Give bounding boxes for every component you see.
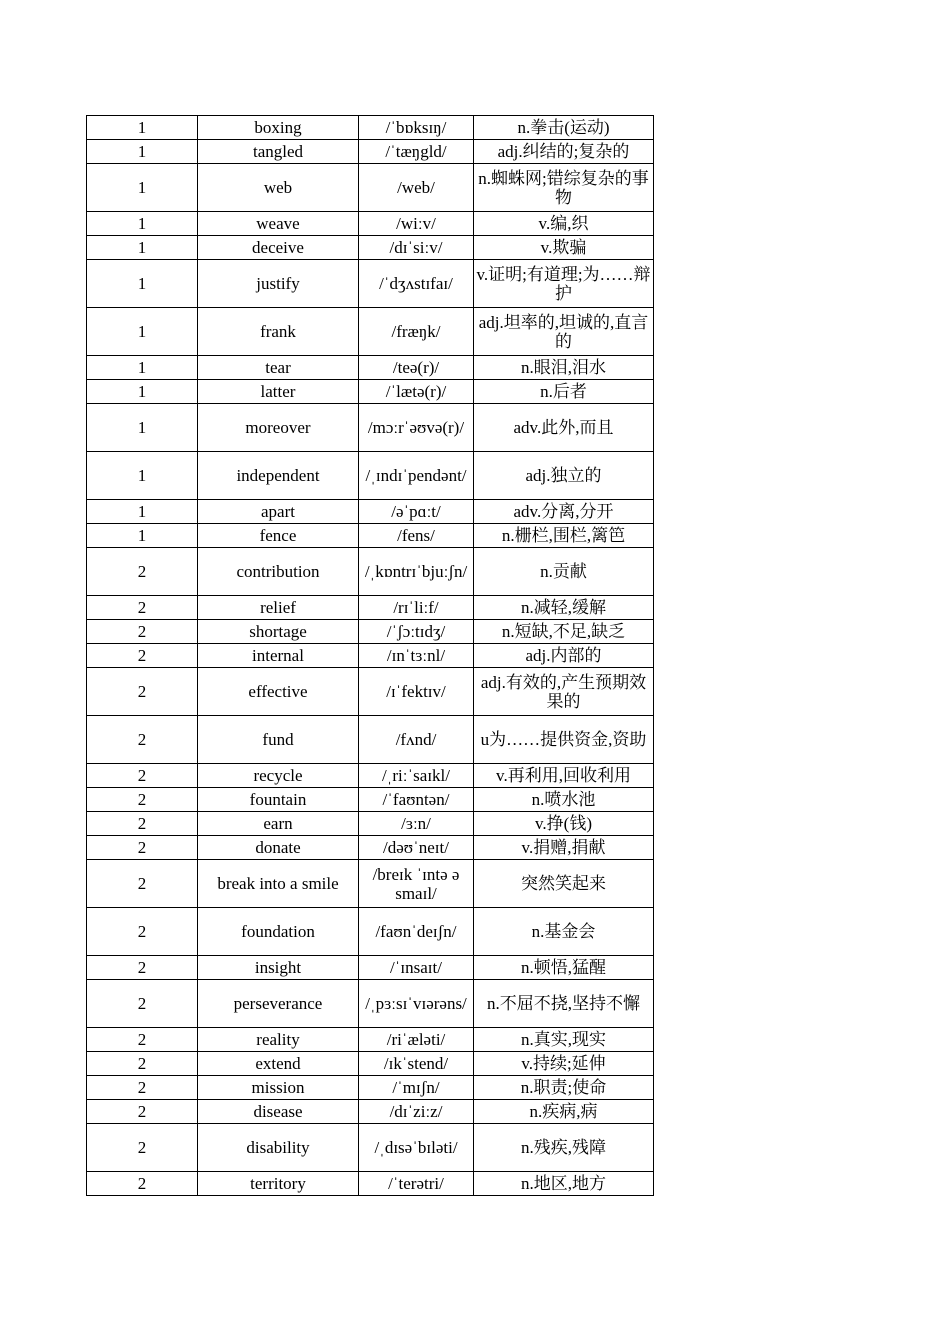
word-cell: territory — [198, 1172, 359, 1196]
unit-number-cell: 2 — [87, 812, 198, 836]
meaning-cell: n.眼泪,泪水 — [474, 356, 654, 380]
table-row — [87, 980, 654, 1028]
meaning-cell: adv.此外,而且 — [474, 404, 654, 452]
meaning-cell: adj.独立的 — [474, 452, 654, 500]
meaning-cell: n.减轻,缓解 — [474, 596, 654, 620]
word-cell: extend — [198, 1052, 359, 1076]
unit-number-cell: 2 — [87, 1100, 198, 1124]
phonetic-cell: /fræŋk/ — [359, 308, 474, 356]
word-cell: fence — [198, 524, 359, 548]
table-row — [87, 524, 654, 548]
table-row — [87, 836, 654, 860]
meaning-cell: v.持续;延伸 — [474, 1052, 654, 1076]
unit-number-cell: 1 — [87, 140, 198, 164]
meaning-cell: n.短缺,不足,缺乏 — [474, 620, 654, 644]
phonetic-cell: /ˈʃɔːtɪdʒ/ — [359, 620, 474, 644]
word-cell: relief — [198, 596, 359, 620]
table-row — [87, 860, 654, 908]
table-row — [87, 1100, 654, 1124]
word-cell: recycle — [198, 764, 359, 788]
unit-number-cell: 2 — [87, 860, 198, 908]
unit-number-cell: 1 — [87, 500, 198, 524]
unit-number-cell: 2 — [87, 836, 198, 860]
table-row — [87, 164, 654, 212]
phonetic-cell: /ˌpɜːsɪˈvɪərəns/ — [359, 980, 474, 1028]
phonetic-cell: /fens/ — [359, 524, 474, 548]
phonetic-cell: /ˌɪndɪˈpendənt/ — [359, 452, 474, 500]
unit-number-cell: 1 — [87, 356, 198, 380]
unit-number-cell: 2 — [87, 956, 198, 980]
unit-number-cell: 2 — [87, 620, 198, 644]
table-row — [87, 620, 654, 644]
phonetic-cell: /ˈmɪʃn/ — [359, 1076, 474, 1100]
meaning-cell: n.真实,现实 — [474, 1028, 654, 1052]
word-cell: boxing — [198, 116, 359, 140]
unit-number-cell: 1 — [87, 380, 198, 404]
unit-number-cell: 1 — [87, 260, 198, 308]
phonetic-cell: /breɪk ˈɪntə ə smaɪl/ — [359, 860, 474, 908]
table-row — [87, 1052, 654, 1076]
word-cell: reality — [198, 1028, 359, 1052]
meaning-cell: adj.有效的,产生预期效果的 — [474, 668, 654, 716]
meaning-cell: v.挣(钱) — [474, 812, 654, 836]
meaning-cell: adj.坦率的,坦诚的,直言的 — [474, 308, 654, 356]
word-cell: fountain — [198, 788, 359, 812]
unit-number-cell: 2 — [87, 788, 198, 812]
phonetic-cell: /ɜːn/ — [359, 812, 474, 836]
phonetic-cell: /rɪˈliːf/ — [359, 596, 474, 620]
phonetic-cell: /dəʊˈneɪt/ — [359, 836, 474, 860]
table-row — [87, 308, 654, 356]
table-row — [87, 1172, 654, 1196]
phonetic-cell: /ˌkɒntrɪˈbjuːʃn/ — [359, 548, 474, 596]
table-row — [87, 356, 654, 380]
unit-number-cell: 2 — [87, 1124, 198, 1172]
word-cell: deceive — [198, 236, 359, 260]
meaning-cell: adj.内部的 — [474, 644, 654, 668]
table-row — [87, 812, 654, 836]
unit-number-cell: 2 — [87, 1076, 198, 1100]
unit-number-cell: 1 — [87, 164, 198, 212]
meaning-cell: adv.分离,分开 — [474, 500, 654, 524]
unit-number-cell: 2 — [87, 596, 198, 620]
meaning-cell: v.证明;有道理;为……辩护 — [474, 260, 654, 308]
meaning-cell: u为……提供资金,资助 — [474, 716, 654, 764]
table-row — [87, 596, 654, 620]
phonetic-cell: /fʌnd/ — [359, 716, 474, 764]
unit-number-cell: 2 — [87, 1052, 198, 1076]
meaning-cell: n.不屈不挠,坚持不懈 — [474, 980, 654, 1028]
table-row — [87, 380, 654, 404]
table-row — [87, 956, 654, 980]
phonetic-cell: /ɪkˈstend/ — [359, 1052, 474, 1076]
word-cell: effective — [198, 668, 359, 716]
table-row — [87, 908, 654, 956]
meaning-cell: v.欺骗 — [474, 236, 654, 260]
meaning-cell: n.蜘蛛网;错综复杂的事物 — [474, 164, 654, 212]
word-cell: earn — [198, 812, 359, 836]
word-cell: fund — [198, 716, 359, 764]
meaning-cell: n.拳击(运动) — [474, 116, 654, 140]
unit-number-cell: 2 — [87, 908, 198, 956]
unit-number-cell: 2 — [87, 1172, 198, 1196]
phonetic-cell: /mɔːrˈəʊvə(r)/ — [359, 404, 474, 452]
phonetic-cell: /ˈbɒksɪŋ/ — [359, 116, 474, 140]
meaning-cell: v.编,织 — [474, 212, 654, 236]
table-row — [87, 260, 654, 308]
meaning-cell: n.职责;使命 — [474, 1076, 654, 1100]
unit-number-cell: 1 — [87, 404, 198, 452]
phonetic-cell: /wiːv/ — [359, 212, 474, 236]
table-row — [87, 140, 654, 164]
table-row — [87, 116, 654, 140]
meaning-cell: v.捐赠,捐献 — [474, 836, 654, 860]
phonetic-cell: /dɪˈziːz/ — [359, 1100, 474, 1124]
table-row — [87, 788, 654, 812]
word-cell: shortage — [198, 620, 359, 644]
unit-number-cell: 1 — [87, 452, 198, 500]
meaning-cell: n.残疾,残障 — [474, 1124, 654, 1172]
word-cell: weave — [198, 212, 359, 236]
phonetic-cell: /ˈɪnsaɪt/ — [359, 956, 474, 980]
unit-number-cell: 1 — [87, 524, 198, 548]
word-cell: disease — [198, 1100, 359, 1124]
phonetic-cell: /ˌdɪsəˈbɪləti/ — [359, 1124, 474, 1172]
meaning-cell: n.疾病,病 — [474, 1100, 654, 1124]
table-row — [87, 500, 654, 524]
meaning-cell: n.喷水池 — [474, 788, 654, 812]
table-row — [87, 764, 654, 788]
phonetic-cell: /ˈterətri/ — [359, 1172, 474, 1196]
meaning-cell: n.顿悟,猛醒 — [474, 956, 654, 980]
unit-number-cell: 2 — [87, 980, 198, 1028]
unit-number-cell: 1 — [87, 116, 198, 140]
table-row — [87, 236, 654, 260]
word-cell: independent — [198, 452, 359, 500]
table-row — [87, 1028, 654, 1052]
meaning-cell: adj.纠结的;复杂的 — [474, 140, 654, 164]
word-cell: moreover — [198, 404, 359, 452]
phonetic-cell: /ˌriːˈsaɪkl/ — [359, 764, 474, 788]
phonetic-cell: /ˈfaʊntən/ — [359, 788, 474, 812]
phonetic-cell: /əˈpɑːt/ — [359, 500, 474, 524]
word-cell: disability — [198, 1124, 359, 1172]
word-cell: tangled — [198, 140, 359, 164]
phonetic-cell: /ɪˈfektɪv/ — [359, 668, 474, 716]
vocabulary-table-body — [87, 116, 654, 1196]
word-cell: perseverance — [198, 980, 359, 1028]
unit-number-cell: 2 — [87, 1028, 198, 1052]
meaning-cell: n.贡献 — [474, 548, 654, 596]
table-row — [87, 668, 654, 716]
word-cell: frank — [198, 308, 359, 356]
meaning-cell: n.地区,地方 — [474, 1172, 654, 1196]
phonetic-cell: /riˈæləti/ — [359, 1028, 474, 1052]
word-cell: insight — [198, 956, 359, 980]
word-cell: tear — [198, 356, 359, 380]
word-cell: donate — [198, 836, 359, 860]
word-cell: latter — [198, 380, 359, 404]
unit-number-cell: 2 — [87, 668, 198, 716]
phonetic-cell: /ˈlætə(r)/ — [359, 380, 474, 404]
phonetic-cell: /ɪnˈtɜːnl/ — [359, 644, 474, 668]
phonetic-cell: /ˈtæŋgld/ — [359, 140, 474, 164]
word-cell: apart — [198, 500, 359, 524]
meaning-cell: n.后者 — [474, 380, 654, 404]
word-cell: internal — [198, 644, 359, 668]
meaning-cell: n.基金会 — [474, 908, 654, 956]
word-cell: break into a smile — [198, 860, 359, 908]
phonetic-cell: /web/ — [359, 164, 474, 212]
unit-number-cell: 2 — [87, 548, 198, 596]
unit-number-cell: 2 — [87, 644, 198, 668]
table-row — [87, 644, 654, 668]
table-row — [87, 404, 654, 452]
phonetic-cell: /dɪˈsiːv/ — [359, 236, 474, 260]
word-cell: web — [198, 164, 359, 212]
unit-number-cell: 2 — [87, 764, 198, 788]
unit-number-cell: 2 — [87, 716, 198, 764]
table-row — [87, 452, 654, 500]
table-row — [87, 212, 654, 236]
word-cell: foundation — [198, 908, 359, 956]
table-row — [87, 1124, 654, 1172]
word-cell: mission — [198, 1076, 359, 1100]
unit-number-cell: 1 — [87, 212, 198, 236]
table-row — [87, 548, 654, 596]
table-row — [87, 716, 654, 764]
table-row — [87, 1076, 654, 1100]
meaning-cell: n.栅栏,围栏,篱笆 — [474, 524, 654, 548]
phonetic-cell: /ˈdʒʌstɪfaɪ/ — [359, 260, 474, 308]
unit-number-cell: 1 — [87, 308, 198, 356]
meaning-cell: v.再利用,回收利用 — [474, 764, 654, 788]
meaning-cell: 突然笑起来 — [474, 860, 654, 908]
word-cell: justify — [198, 260, 359, 308]
word-cell: contribution — [198, 548, 359, 596]
phonetic-cell: /teə(r)/ — [359, 356, 474, 380]
vocabulary-table — [86, 115, 654, 1196]
unit-number-cell: 1 — [87, 236, 198, 260]
phonetic-cell: /faʊnˈdeɪʃn/ — [359, 908, 474, 956]
